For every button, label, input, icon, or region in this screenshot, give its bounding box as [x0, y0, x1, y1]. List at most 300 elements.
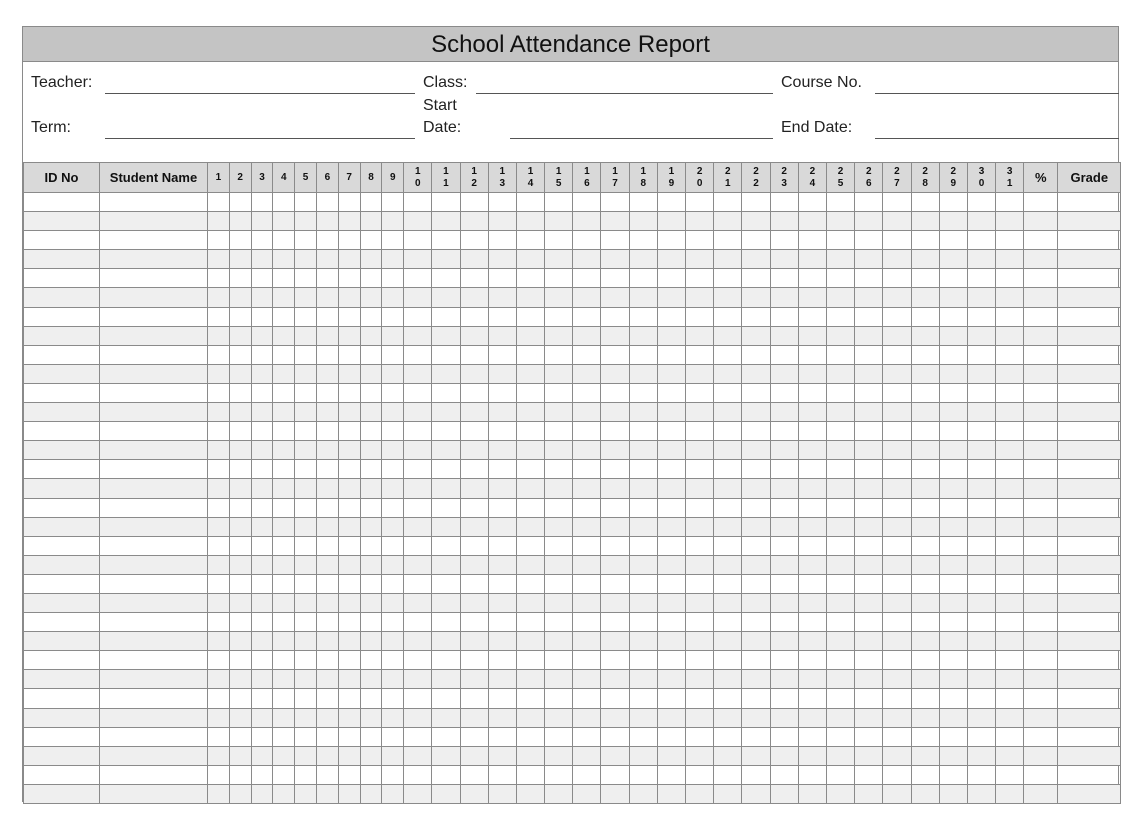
- table-cell[interactable]: [516, 765, 544, 784]
- table-cell[interactable]: [939, 593, 967, 612]
- table-cell[interactable]: [100, 288, 208, 307]
- table-cell[interactable]: [1058, 288, 1121, 307]
- table-cell[interactable]: [432, 422, 460, 441]
- table-cell[interactable]: [770, 746, 798, 765]
- end-date-field[interactable]: [875, 138, 1119, 139]
- table-cell[interactable]: [798, 727, 826, 746]
- table-cell[interactable]: [100, 364, 208, 383]
- table-cell[interactable]: [100, 498, 208, 517]
- table-cell[interactable]: [316, 326, 338, 345]
- table-cell[interactable]: [714, 403, 742, 422]
- table-cell[interactable]: [208, 727, 230, 746]
- table-cell[interactable]: [601, 422, 629, 441]
- table-cell[interactable]: [826, 326, 854, 345]
- table-cell[interactable]: [545, 689, 573, 708]
- table-cell[interactable]: [573, 632, 601, 651]
- table-cell[interactable]: [545, 193, 573, 212]
- table-cell[interactable]: [742, 250, 770, 269]
- table-cell[interactable]: [432, 689, 460, 708]
- table-cell[interactable]: [1058, 708, 1121, 727]
- table-cell[interactable]: [996, 326, 1024, 345]
- table-cell[interactable]: [488, 288, 516, 307]
- table-cell[interactable]: [516, 632, 544, 651]
- table-cell[interactable]: [208, 613, 230, 632]
- table-cell[interactable]: [338, 479, 360, 498]
- table-cell[interactable]: [24, 784, 100, 803]
- table-cell[interactable]: [273, 422, 295, 441]
- table-cell[interactable]: [714, 593, 742, 612]
- table-cell[interactable]: [573, 288, 601, 307]
- table-cell[interactable]: [939, 269, 967, 288]
- table-cell[interactable]: [1058, 593, 1121, 612]
- table-cell[interactable]: [855, 307, 883, 326]
- table-cell[interactable]: [432, 307, 460, 326]
- table-cell[interactable]: [100, 383, 208, 402]
- table-cell[interactable]: [208, 364, 230, 383]
- table-cell[interactable]: [404, 784, 432, 803]
- table-cell[interactable]: [229, 479, 251, 498]
- table-cell[interactable]: [295, 193, 317, 212]
- table-cell[interactable]: [488, 345, 516, 364]
- table-cell[interactable]: [545, 651, 573, 670]
- table-cell[interactable]: [911, 517, 939, 536]
- table-cell[interactable]: [826, 479, 854, 498]
- table-cell[interactable]: [229, 383, 251, 402]
- table-cell[interactable]: [382, 632, 404, 651]
- table-cell[interactable]: [967, 498, 995, 517]
- table-cell[interactable]: [516, 593, 544, 612]
- table-cell[interactable]: [273, 460, 295, 479]
- table-cell[interactable]: [251, 536, 273, 555]
- table-cell[interactable]: [770, 193, 798, 212]
- table-cell[interactable]: [295, 307, 317, 326]
- table-cell[interactable]: [229, 632, 251, 651]
- table-cell[interactable]: [573, 460, 601, 479]
- table-cell[interactable]: [316, 212, 338, 231]
- table-cell[interactable]: [516, 708, 544, 727]
- table-cell[interactable]: [996, 383, 1024, 402]
- table-cell[interactable]: [826, 212, 854, 231]
- table-cell[interactable]: [273, 269, 295, 288]
- table-cell[interactable]: [24, 364, 100, 383]
- table-cell[interactable]: [1058, 632, 1121, 651]
- table-cell[interactable]: [382, 345, 404, 364]
- table-cell[interactable]: [488, 651, 516, 670]
- table-cell[interactable]: [404, 708, 432, 727]
- table-cell[interactable]: [251, 708, 273, 727]
- table-cell[interactable]: [657, 708, 685, 727]
- table-cell[interactable]: [855, 536, 883, 555]
- table-cell[interactable]: [573, 670, 601, 689]
- table-cell[interactable]: [382, 727, 404, 746]
- table-cell[interactable]: [488, 231, 516, 250]
- table-cell[interactable]: [338, 613, 360, 632]
- table-cell[interactable]: [273, 593, 295, 612]
- table-cell[interactable]: [100, 212, 208, 231]
- table-cell[interactable]: [996, 441, 1024, 460]
- table-cell[interactable]: [295, 422, 317, 441]
- table-cell[interactable]: [601, 765, 629, 784]
- table-cell[interactable]: [939, 536, 967, 555]
- table-cell[interactable]: [516, 689, 544, 708]
- table-cell[interactable]: [686, 212, 714, 231]
- table-cell[interactable]: [826, 784, 854, 803]
- table-cell[interactable]: [460, 651, 488, 670]
- table-cell[interactable]: [770, 727, 798, 746]
- table-cell[interactable]: [545, 632, 573, 651]
- table-cell[interactable]: [251, 765, 273, 784]
- table-cell[interactable]: [742, 784, 770, 803]
- table-cell[interactable]: [939, 364, 967, 383]
- table-cell[interactable]: [742, 613, 770, 632]
- table-cell[interactable]: [382, 193, 404, 212]
- table-cell[interactable]: [338, 498, 360, 517]
- table-cell[interactable]: [360, 288, 382, 307]
- table-cell[interactable]: [967, 193, 995, 212]
- table-cell[interactable]: [208, 326, 230, 345]
- table-cell[interactable]: [1058, 422, 1121, 441]
- table-cell[interactable]: [432, 746, 460, 765]
- table-cell[interactable]: [1024, 441, 1058, 460]
- table-cell[interactable]: [1024, 555, 1058, 574]
- table-cell[interactable]: [432, 593, 460, 612]
- table-cell[interactable]: [911, 574, 939, 593]
- table-cell[interactable]: [657, 746, 685, 765]
- table-cell[interactable]: [24, 517, 100, 536]
- table-cell[interactable]: [770, 345, 798, 364]
- table-cell[interactable]: [316, 460, 338, 479]
- table-cell[interactable]: [883, 479, 911, 498]
- table-cell[interactable]: [1024, 613, 1058, 632]
- table-cell[interactable]: [1058, 784, 1121, 803]
- table-cell[interactable]: [229, 517, 251, 536]
- table-cell[interactable]: [911, 441, 939, 460]
- table-cell[interactable]: [316, 746, 338, 765]
- table-cell[interactable]: [316, 708, 338, 727]
- table-cell[interactable]: [295, 670, 317, 689]
- table-cell[interactable]: [742, 727, 770, 746]
- table-cell[interactable]: [573, 689, 601, 708]
- table-cell[interactable]: [657, 231, 685, 250]
- table-cell[interactable]: [855, 460, 883, 479]
- table-cell[interactable]: [360, 708, 382, 727]
- table-cell[interactable]: [488, 689, 516, 708]
- table-cell[interactable]: [338, 441, 360, 460]
- table-cell[interactable]: [601, 708, 629, 727]
- table-cell[interactable]: [826, 383, 854, 402]
- table-cell[interactable]: [229, 460, 251, 479]
- table-cell[interactable]: [967, 689, 995, 708]
- table-cell[interactable]: [251, 441, 273, 460]
- class-field[interactable]: [476, 93, 773, 94]
- table-cell[interactable]: [742, 460, 770, 479]
- table-cell[interactable]: [770, 574, 798, 593]
- table-cell[interactable]: [516, 288, 544, 307]
- table-cell[interactable]: [295, 498, 317, 517]
- table-cell[interactable]: [208, 288, 230, 307]
- table-cell[interactable]: [911, 765, 939, 784]
- table-cell[interactable]: [911, 593, 939, 612]
- table-cell[interactable]: [855, 479, 883, 498]
- table-cell[interactable]: [488, 765, 516, 784]
- table-cell[interactable]: [382, 288, 404, 307]
- table-cell[interactable]: [208, 784, 230, 803]
- table-cell[interactable]: [939, 403, 967, 422]
- table-cell[interactable]: [601, 479, 629, 498]
- table-cell[interactable]: [573, 422, 601, 441]
- table-cell[interactable]: [573, 536, 601, 555]
- table-cell[interactable]: [273, 555, 295, 574]
- table-cell[interactable]: [316, 689, 338, 708]
- table-cell[interactable]: [488, 193, 516, 212]
- table-cell[interactable]: [545, 498, 573, 517]
- table-cell[interactable]: [601, 517, 629, 536]
- table-cell[interactable]: [883, 784, 911, 803]
- table-cell[interactable]: [1024, 670, 1058, 689]
- table-cell[interactable]: [251, 670, 273, 689]
- table-cell[interactable]: [208, 307, 230, 326]
- table-cell[interactable]: [382, 479, 404, 498]
- table-cell[interactable]: [432, 193, 460, 212]
- table-cell[interactable]: [996, 193, 1024, 212]
- table-cell[interactable]: [742, 479, 770, 498]
- table-cell[interactable]: [883, 307, 911, 326]
- table-cell[interactable]: [24, 345, 100, 364]
- table-cell[interactable]: [516, 250, 544, 269]
- table-cell[interactable]: [488, 727, 516, 746]
- table-cell[interactable]: [770, 593, 798, 612]
- table-cell[interactable]: [686, 670, 714, 689]
- table-cell[interactable]: [601, 593, 629, 612]
- table-cell[interactable]: [251, 212, 273, 231]
- table-cell[interactable]: [573, 765, 601, 784]
- table-cell[interactable]: [826, 593, 854, 612]
- table-cell[interactable]: [967, 517, 995, 536]
- table-cell[interactable]: [338, 403, 360, 422]
- table-cell[interactable]: [382, 250, 404, 269]
- table-cell[interactable]: [1024, 536, 1058, 555]
- table-cell[interactable]: [686, 708, 714, 727]
- table-cell[interactable]: [460, 536, 488, 555]
- table-cell[interactable]: [251, 383, 273, 402]
- table-cell[interactable]: [316, 193, 338, 212]
- table-cell[interactable]: [208, 555, 230, 574]
- table-cell[interactable]: [460, 212, 488, 231]
- table-cell[interactable]: [939, 288, 967, 307]
- table-cell[interactable]: [295, 383, 317, 402]
- table-cell[interactable]: [742, 364, 770, 383]
- table-cell[interactable]: [601, 555, 629, 574]
- table-cell[interactable]: [24, 536, 100, 555]
- table-cell[interactable]: [251, 307, 273, 326]
- table-cell[interactable]: [855, 555, 883, 574]
- table-cell[interactable]: [573, 727, 601, 746]
- table-cell[interactable]: [516, 574, 544, 593]
- table-cell[interactable]: [488, 784, 516, 803]
- table-cell[interactable]: [911, 708, 939, 727]
- table-cell[interactable]: [770, 632, 798, 651]
- table-cell[interactable]: [1024, 269, 1058, 288]
- table-cell[interactable]: [273, 383, 295, 402]
- table-cell[interactable]: [629, 441, 657, 460]
- table-cell[interactable]: [855, 727, 883, 746]
- table-cell[interactable]: [545, 670, 573, 689]
- table-cell[interactable]: [911, 498, 939, 517]
- table-cell[interactable]: [967, 784, 995, 803]
- table-cell[interactable]: [573, 250, 601, 269]
- table-cell[interactable]: [686, 193, 714, 212]
- table-cell[interactable]: [360, 479, 382, 498]
- table-cell[interactable]: [488, 460, 516, 479]
- table-cell[interactable]: [404, 479, 432, 498]
- table-cell[interactable]: [229, 345, 251, 364]
- table-cell[interactable]: [657, 689, 685, 708]
- table-cell[interactable]: [404, 212, 432, 231]
- table-cell[interactable]: [382, 708, 404, 727]
- table-cell[interactable]: [714, 212, 742, 231]
- table-cell[interactable]: [967, 269, 995, 288]
- table-cell[interactable]: [460, 307, 488, 326]
- table-cell[interactable]: [770, 269, 798, 288]
- table-cell[interactable]: [432, 345, 460, 364]
- table-cell[interactable]: [657, 250, 685, 269]
- table-cell[interactable]: [742, 670, 770, 689]
- table-cell[interactable]: [826, 670, 854, 689]
- table-cell[interactable]: [208, 670, 230, 689]
- table-cell[interactable]: [1058, 231, 1121, 250]
- table-cell[interactable]: [295, 689, 317, 708]
- table-cell[interactable]: [460, 288, 488, 307]
- table-cell[interactable]: [295, 479, 317, 498]
- table-cell[interactable]: [911, 689, 939, 708]
- table-cell[interactable]: [996, 784, 1024, 803]
- table-cell[interactable]: [996, 574, 1024, 593]
- term-field[interactable]: [105, 138, 415, 139]
- table-cell[interactable]: [967, 250, 995, 269]
- table-cell[interactable]: [911, 536, 939, 555]
- table-cell[interactable]: [295, 574, 317, 593]
- table-cell[interactable]: [686, 422, 714, 441]
- table-cell[interactable]: [1058, 326, 1121, 345]
- table-cell[interactable]: [855, 364, 883, 383]
- table-cell[interactable]: [826, 231, 854, 250]
- table-cell[interactable]: [24, 593, 100, 612]
- table-cell[interactable]: [100, 326, 208, 345]
- table-cell[interactable]: [100, 632, 208, 651]
- table-cell[interactable]: [432, 574, 460, 593]
- table-cell[interactable]: [1024, 383, 1058, 402]
- table-cell[interactable]: [382, 269, 404, 288]
- table-cell[interactable]: [100, 536, 208, 555]
- table-cell[interactable]: [826, 364, 854, 383]
- table-cell[interactable]: [1024, 250, 1058, 269]
- table-cell[interactable]: [1024, 765, 1058, 784]
- table-cell[interactable]: [686, 231, 714, 250]
- table-cell[interactable]: [460, 765, 488, 784]
- table-cell[interactable]: [798, 250, 826, 269]
- table-cell[interactable]: [316, 441, 338, 460]
- table-cell[interactable]: [601, 632, 629, 651]
- table-cell[interactable]: [798, 517, 826, 536]
- table-cell[interactable]: [883, 441, 911, 460]
- table-cell[interactable]: [360, 555, 382, 574]
- table-cell[interactable]: [432, 403, 460, 422]
- table-cell[interactable]: [826, 288, 854, 307]
- table-cell[interactable]: [798, 651, 826, 670]
- table-cell[interactable]: [686, 269, 714, 288]
- table-cell[interactable]: [714, 364, 742, 383]
- table-cell[interactable]: [1058, 307, 1121, 326]
- table-cell[interactable]: [657, 765, 685, 784]
- table-cell[interactable]: [488, 403, 516, 422]
- table-cell[interactable]: [629, 383, 657, 402]
- table-cell[interactable]: [338, 574, 360, 593]
- table-cell[interactable]: [251, 784, 273, 803]
- table-cell[interactable]: [338, 326, 360, 345]
- table-cell[interactable]: [24, 746, 100, 765]
- table-cell[interactable]: [229, 651, 251, 670]
- table-cell[interactable]: [100, 517, 208, 536]
- table-cell[interactable]: [657, 269, 685, 288]
- table-cell[interactable]: [432, 460, 460, 479]
- table-cell[interactable]: [404, 517, 432, 536]
- table-cell[interactable]: [516, 307, 544, 326]
- table-cell[interactable]: [911, 364, 939, 383]
- table-cell[interactable]: [573, 212, 601, 231]
- table-cell[interactable]: [855, 765, 883, 784]
- table-cell[interactable]: [798, 212, 826, 231]
- table-cell[interactable]: [229, 231, 251, 250]
- course-no-field[interactable]: [875, 93, 1119, 94]
- table-cell[interactable]: [742, 326, 770, 345]
- table-cell[interactable]: [826, 345, 854, 364]
- table-cell[interactable]: [855, 231, 883, 250]
- table-cell[interactable]: [855, 212, 883, 231]
- table-cell[interactable]: [24, 651, 100, 670]
- table-cell[interactable]: [338, 212, 360, 231]
- table-cell[interactable]: [295, 403, 317, 422]
- table-cell[interactable]: [629, 593, 657, 612]
- table-cell[interactable]: [686, 479, 714, 498]
- table-cell[interactable]: [360, 727, 382, 746]
- table-cell[interactable]: [295, 536, 317, 555]
- table-cell[interactable]: [273, 231, 295, 250]
- table-cell[interactable]: [432, 269, 460, 288]
- table-cell[interactable]: [573, 708, 601, 727]
- table-cell[interactable]: [404, 498, 432, 517]
- table-cell[interactable]: [686, 765, 714, 784]
- table-cell[interactable]: [686, 632, 714, 651]
- table-cell[interactable]: [573, 441, 601, 460]
- table-cell[interactable]: [714, 345, 742, 364]
- table-cell[interactable]: [967, 746, 995, 765]
- table-cell[interactable]: [1058, 269, 1121, 288]
- table-cell[interactable]: [100, 250, 208, 269]
- table-cell[interactable]: [883, 727, 911, 746]
- table-cell[interactable]: [1058, 689, 1121, 708]
- table-cell[interactable]: [488, 498, 516, 517]
- table-cell[interactable]: [770, 326, 798, 345]
- table-cell[interactable]: [967, 326, 995, 345]
- table-cell[interactable]: [1058, 555, 1121, 574]
- table-cell[interactable]: [382, 746, 404, 765]
- table-cell[interactable]: [516, 364, 544, 383]
- table-cell[interactable]: [295, 517, 317, 536]
- table-cell[interactable]: [545, 479, 573, 498]
- table-cell[interactable]: [939, 765, 967, 784]
- table-cell[interactable]: [432, 288, 460, 307]
- table-cell[interactable]: [338, 746, 360, 765]
